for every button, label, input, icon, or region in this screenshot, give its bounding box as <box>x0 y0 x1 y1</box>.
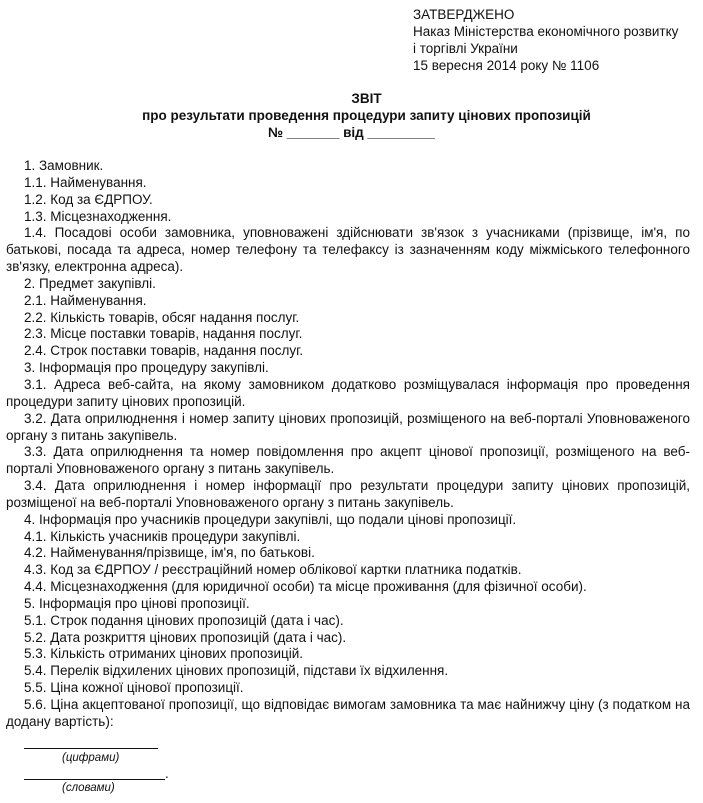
item-5-4: 5.4. Перелік відхилених цінових пропозицій, підстави їх відхилення. <box>24 663 449 679</box>
approval-ministry-line: і торгівлі України <box>413 41 518 56</box>
item-5-1: 5.1. Строк подання цінових пропозицій (дата і час). <box>24 612 344 628</box>
item-3-1: 3.1. Адреса веб-сайта, на якому замовником додатково розміщувалася інформація про проведення процедури запиту цінових пропозицій. <box>6 376 690 409</box>
price-words-caption: (словами) <box>62 782 115 794</box>
document-subtitle: про результати проведення процедури запиту цінових пропозицій <box>142 108 591 123</box>
item-5-2: 5.2. Дата розкриття цінових пропозицій (дата і час). <box>24 629 347 645</box>
item-5-5: 5.5. Ціна кожної цінової пропозиції. <box>24 680 244 696</box>
item-4-1: 4.1. Кількість учасників процедури закупівлі. <box>24 528 301 544</box>
item-2-1: 2.1. Найменування. <box>24 292 147 308</box>
item-3-2: 3.2. Дата оприлюднення і номер запиту цінових пропозицій, розміщеного на веб-порталі Уповноваженого органу з питань закупівель. <box>6 410 690 443</box>
item-2-3: 2.3. Місце поставки товарів, надання послуг. <box>24 326 303 342</box>
document-title-block <box>0 90 703 141</box>
item-1-3: 1.3. Місцезнаходження. <box>24 208 172 224</box>
item-1-1: 1.1. Найменування. <box>24 174 147 190</box>
item-3-4: 3.4. Дата оприлюднення і номер інформації про результати процедури запиту цінових пропозицій, розміщеної на веб-порталі Уповноваженого органу з питань закупівель. <box>6 478 690 510</box>
item-2-2: 2.2. Кількість товарів, обсяг надання послуг. <box>24 309 300 325</box>
document-title: ЗВІТ <box>351 91 382 106</box>
item-5-6: 5.6. Ціна акцептованої пропозиції, що відповідає вимогам замовника та має найнижчу ціну (з податком на додану вартість): <box>6 697 690 729</box>
item-1: 1. Замовник. <box>24 158 104 173</box>
item-1-2: 1.2. Код за ЄДРПОУ. <box>24 191 153 207</box>
item-5: 5. Інформація про цінові пропозиції. <box>24 595 250 611</box>
price-digits-caption: (цифрами) <box>62 752 120 764</box>
approval-heading: ЗАТВЕРДЖЕНО <box>413 7 515 22</box>
price-words-line <box>24 779 165 780</box>
item-4: 4. Інформація про учасників процедури закупівлі, що подали цінові пропозиції. <box>24 511 517 527</box>
item-3: 3. Інформація про процедуру закупівлі. <box>24 360 269 376</box>
price-words-period: . <box>165 766 169 781</box>
approval-date-line: 15 вересня 2014 року № 1106 <box>413 58 600 73</box>
report-items <box>6 158 690 731</box>
item-3-3: 3.3. Дата оприлюднення та номер повідомлення про акцепт цінової пропозиції, розміщеного на веб-порталі Уповноваженого органу з питань закупівель. <box>6 444 690 477</box>
item-4-4: 4.4. Місцезнаходження (для юридичної особи) та місце проживання (для фізичної особи). <box>24 579 587 595</box>
item-4-2: 4.2. Найменування/прізвище, ім'я, по батькові. <box>24 545 315 561</box>
item-4-3: 4.3. Код за ЄДРПОУ / реєстраційний номер облікової картки платника податків. <box>24 562 522 578</box>
approval-stamp <box>413 6 678 74</box>
item-5-3: 5.3. Кількість отриманих цінових пропозицій. <box>24 646 304 662</box>
approval-order-line: Наказ Міністерства економічного розвитку <box>413 24 679 39</box>
document-number-line: № _______ від _________ <box>267 125 436 140</box>
item-2-4: 2.4. Строк поставки товарів, надання послуг. <box>24 343 304 359</box>
item-2: 2. Предмет закупівлі. <box>24 275 156 291</box>
price-digits-line <box>24 748 158 749</box>
item-1-4: 1.4. Посадові особи замовника, уповноважені здійснювати зв'язок з учасниками (прізвище, ім'я, по батькові, посада та адреса, номер телефону та телефаксу із зазначенням коду міжміського телефонного зв'язку, електронна адреса). <box>6 225 690 275</box>
